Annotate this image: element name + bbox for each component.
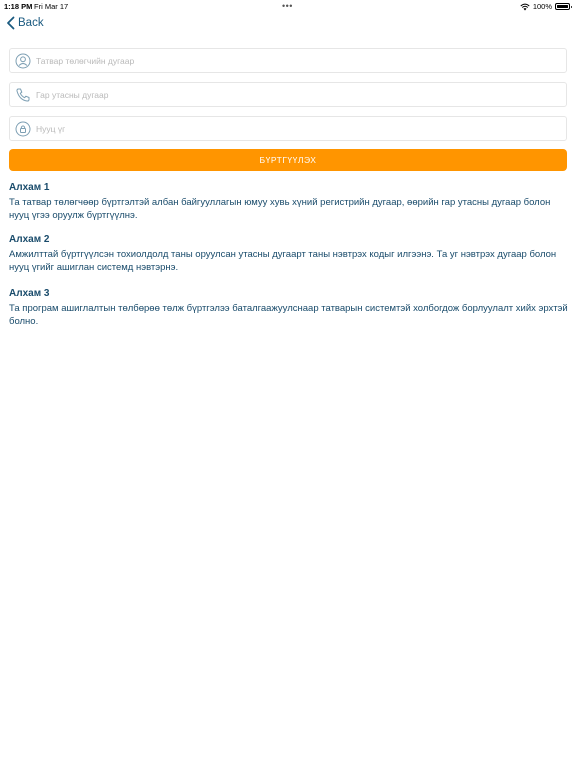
status-right <box>520 2 570 11</box>
tax-id-input[interactable] <box>36 56 536 66</box>
phone-input[interactable] <box>36 90 536 100</box>
status-bar <box>0 0 576 12</box>
step-text: Та програм ашиглалтын төлбөрөө төлж бүртгэлээ баталгаажуулснаар татварын системтэй холбогдож борлуулалт хийх эрхтэй болно. <box>9 303 568 327</box>
chevron-left-icon <box>6 16 15 30</box>
step-3 <box>9 288 569 328</box>
register-button[interactable]: БҮРТГҮҮЛЭХ <box>9 149 567 171</box>
wifi-icon <box>520 3 530 11</box>
step-title: Алхам 2 <box>9 234 50 245</box>
step-2 <box>9 234 569 274</box>
step-title: Алхам 1 <box>9 182 50 193</box>
battery-percent: 100% <box>532 2 552 11</box>
back-button[interactable] <box>6 16 44 30</box>
step-title: Алхам 3 <box>9 288 50 299</box>
step-1 <box>9 182 569 222</box>
phone-field[interactable] <box>9 82 567 107</box>
step-text: Амжилттай бүртгүүлсэн тохиолдолд таны оруулсан утасны дугаарт таны нэвтрэх кодыг илгээнэ. Та уг нэвтрэх дугаар болон нууц үгийг ашиглан системд нэвтэрнэ. <box>9 249 557 273</box>
phone-icon <box>15 87 31 103</box>
back-label: Back <box>18 17 44 29</box>
tax-id-field[interactable] <box>9 48 567 73</box>
password-input[interactable] <box>36 124 536 134</box>
lock-circle-icon <box>15 121 31 137</box>
status-time: 1:18 PM <box>4 2 33 11</box>
multitasking-dots-icon[interactable]: ••• <box>282 1 293 11</box>
step-text: Та татвар төлөгчөөр бүртгэлтэй албан байгууллагын юмуу хувь хүний регистрийн дугаар, өөрийн гар утасны дугаар болон нууц үгээ оруулж бүртгүүлнэ. <box>9 197 551 221</box>
battery-fill <box>557 5 568 8</box>
status-date: Fri Mar 17 <box>34 2 69 11</box>
password-field[interactable] <box>9 116 567 141</box>
user-circle-icon <box>15 53 31 69</box>
battery-icon <box>555 3 570 10</box>
